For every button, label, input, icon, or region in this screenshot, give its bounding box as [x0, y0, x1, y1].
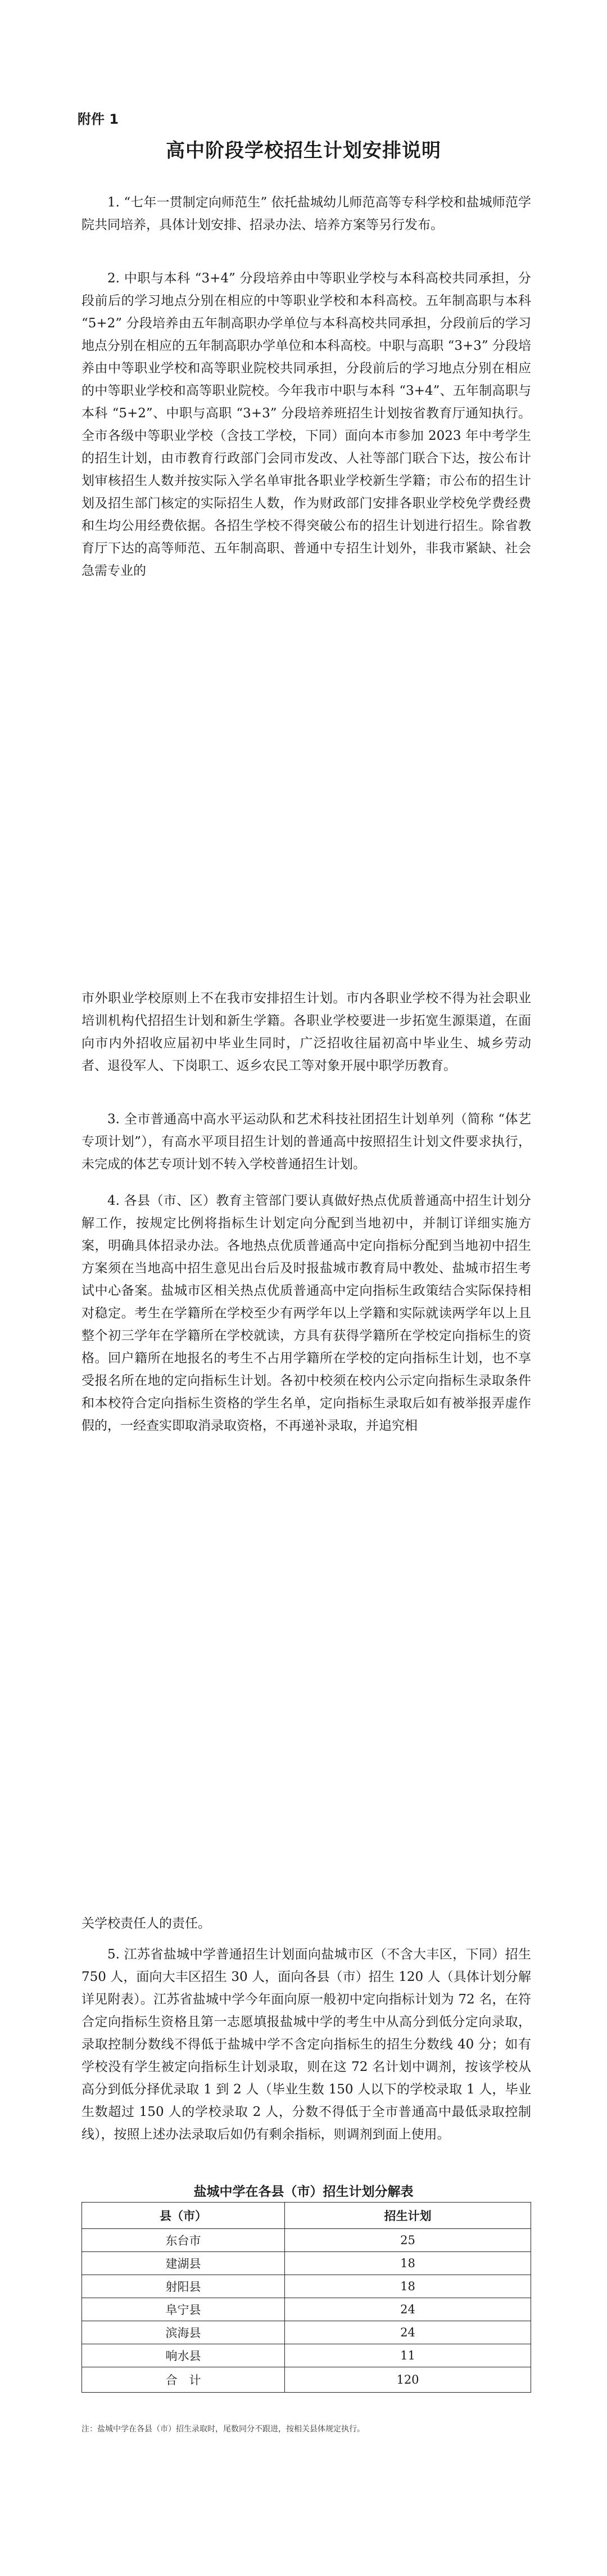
paragraph-1: 1. “七年一贯制定向师范生” 依托盐城幼儿师范高等专科学校和盐城师范学院共同培养，具体计划安排、招录办法、培养方案等另行发布。 [81, 195, 531, 232]
total-label-cell: 合 计 [82, 2367, 285, 2393]
county-cell: 建湖县 [82, 2252, 285, 2275]
county-cell: 东台市 [82, 2229, 285, 2252]
table-row [82, 2252, 531, 2275]
plan-cell: 24 [285, 2321, 531, 2344]
table-row [82, 2321, 531, 2344]
attachment-label: 附件 1 [78, 111, 119, 127]
table-row [82, 2275, 531, 2298]
table-header-row [82, 2203, 531, 2229]
paragraph-4-continued: 关学校责任人的责任。 [81, 1916, 211, 1931]
table-total-row [82, 2367, 531, 2393]
plan-cell: 25 [285, 2229, 531, 2252]
plan-cell: 24 [285, 2298, 531, 2321]
county-cell: 阜宁县 [82, 2298, 285, 2321]
table-note: 注：盐城中学在各县（市）招生录取时，尾数同分不跟进，按相关县体规定执行。 [81, 2425, 365, 2434]
county-cell: 滨海县 [82, 2321, 285, 2344]
plan-cell: 18 [285, 2252, 531, 2275]
column-header-plan: 招生计划 [285, 2203, 531, 2229]
table-row [82, 2298, 531, 2321]
paragraph-2-continued: 市外职业学校原则上不在我市安排招生计划。市内各职业学校不得为社会职业培训机构代招招生计划和新生学籍。各职业学校要进一步拓宽生源渠道，在面向市内外招收应届初中毕业生同时，广泛招收往届初高中毕业生、城乡劳动者、退役军人、下岗职工、返乡农民工等对象开展中职学历教育。 [81, 991, 531, 1073]
document-title: 高中阶段学校招生计划安排说明 [166, 139, 441, 162]
table-row [82, 2229, 531, 2252]
plan-cell: 18 [285, 2275, 531, 2298]
column-header-county: 县（市） [82, 2203, 285, 2229]
enrollment-plan-table [81, 2202, 531, 2393]
paragraph-4: 4. 各县（市、区）教育主管部门要认真做好热点优质普通高中招生计划分解工作，按规定比例将指标生计划定向分配到当地初中，并制订详细实施方案，明确具体招录办法。各地热点优质普通高中定向指标分配到当地初中招生方案须在当地高中招生意见出台后及时报盐城市教育局中教处、盐城市招生考试中心备案。盐城市区相关热点优质普通高中定向指标生政策结合实际保持相对稳定。考生在学籍所在学校至少有两学年以上学籍和实际就读两学年以上且整个初三学年在学籍所在学校就读，方具有获得学籍所在学校定向指标生的资格。回户籍所在地报名的考生不占用学籍所在学校的定向指标生计划，也不享受报名所在地的定向指标生计划。各初中校须在校内公示定向指标生录取条件和本校符合定向指标生资格的学生名单，定向指标生录取后如有被举报弄虚作假的，一经查实即取消录取资格，不再递补录取，并追究相 [81, 1194, 531, 1433]
county-cell: 响水县 [82, 2344, 285, 2367]
plan-cell: 11 [285, 2344, 531, 2367]
paragraph-2: 2. 中职与本科 “3+4” 分段培养由中等职业学校与本科高校共同承担，分段前后的学习地点分别在相应的中等职业学校和本科高校。五年制高职与本科 “5+2” 分段培养由五年制高职办学单位与本科高校共同承担，分段前后的学习地点分别在相应的五年制高职办学单位和本科高校。中职与高职 “3+3” 分段培养由中等职业学校和高等职业院校共同承担，分段前后的学习地点分别在相应的中等职业学校和高等职业院校。今年我市中职与本科 “3+4”、五年制高职与本科 “5+2”、中职与高职 “3+3” 分段培养班招生计划按省教育厅通知执行。全市各级中等职业学校（含技工学校，下同）面向本市参加 2023 年中考学生的招生计划，由市教育行政部门会同市发改、人社等部门联合下达，按公布计划审核招生人数并按实际入学名单审批各职业学校新生学籍；市公布的招生计划及招生部门核定的实际招生人数，作为财政部门安排各职业学校免学费经费和生均公用经费依据。各招生学校不得突破公布的招生计划进行招生。除省教育厅下达的高等师范、五年制高职、普通中专招生计划外，非我市紧缺、社会急需专业的 [81, 271, 531, 578]
paragraph-3: 3. 全市普通高中高水平运动队和艺术科技社团招生计划单列（简称 “体艺专项计划”），有高水平项目招生计划的普通高中按照招生计划文件要求执行，未完成的体艺专项计划不转入学校普通招生计划。 [81, 1112, 531, 1172]
county-cell: 射阳县 [82, 2275, 285, 2298]
table-row [82, 2344, 531, 2367]
total-value-cell: 120 [285, 2367, 531, 2393]
table-caption: 盐城中学在各县（市）招生计划分解表 [193, 2185, 414, 2199]
paragraph-5: 5. 江苏省盐城中学普通招生计划面向盐城市区（不含大丰区，下同）招生 750 人，面向大丰区招生 30 人，面向各县（市）招生 120 人（具体计划分解详见附表）。江苏省盐城中学今年面向原一般初中定向指标计划为 72 名，在符合定向指标生资格且第一志愿填报盐城中学的考生中从高分到低分定向录取，录取控制分数线不得低于盐城中学不含定向指标生的招生分数线 40 分；如有学校没有学生被定向指标生计划录取，则在这 72 名计划中调剂，按该学校从高分到低分择优录取 1 到 2 人（毕业生数 150 人以下的学校录取 1 人，毕业生数超过 150 人的学校录取 2 人，分数不得低于全市普通高中最低录取控制线），按照上述办法录取后如仍有剩余指标，则调剂到面上使用。 [81, 1947, 531, 2142]
